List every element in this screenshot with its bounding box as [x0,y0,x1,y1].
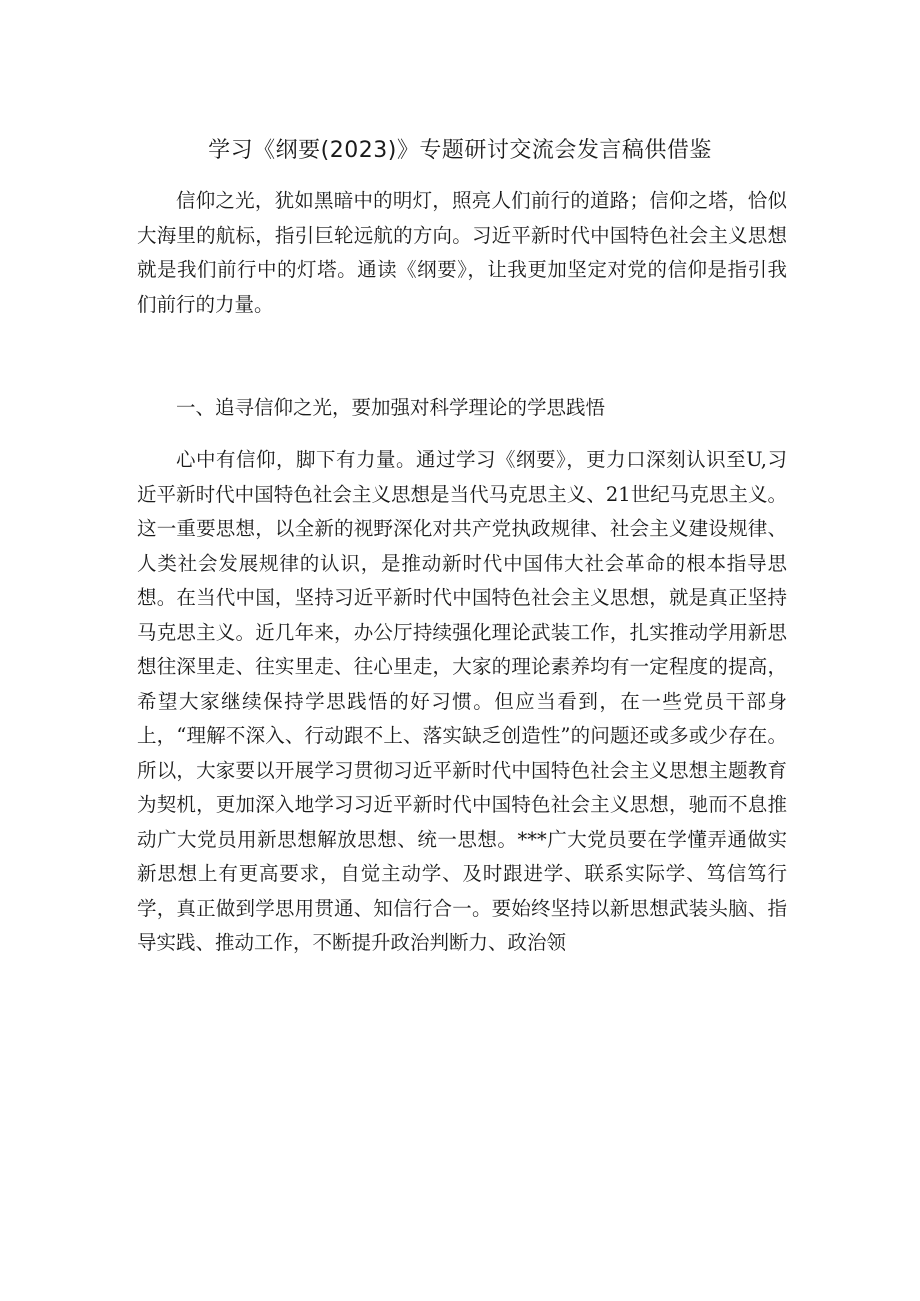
section-heading: 一、追寻信仰之光，要加强对科学理论的学思践悟 [176,396,606,419]
section-paragraph: 心中有信仰，脚下有力量。通过学习《纲要》，更力口深刻认识至U,习近平新时代中国特色社会主义思想是当代马克思主义、21世纪马克思主义。这一重要思想，以全新的视野深化对共产党执政规律、社会主义建设规律、人类社会发展规律的认识，是推动新时代中国伟大社会革命的根本指导思想。在当代中国，坚持习近平新时代中国特色社会主义思想，就是真正坚持马克思主义。近几年来，办公厅持续强化理论武装工作，扎实推动学用新思想往深里走、往实里走、往心里走，大家的理论素养均有一定程度的提高，希望大家继续保持学思践悟的好习惯。但应当看到，在一些党员干部身上，“理解不深入、行动跟不上、落实缺乏创造性”的问题还或多或少存在。所以，大家要以开展学习贯彻习近平新时代中国特色社会主义思想主题教育为契机，更加深入地学习习近平新时代中国特色社会主义思想，驰而不息推动广大党员用新思想解放思想、统一思想。***广大党员要在学懂弄通做实新思想上有更高要求，自觉主动学、及时跟进学、联系实际学、笃信笃行学，真正做到学思用贯通、知信行合一。要始终坚持以新思想武装头脑、指导实践、推动工作，不断提升政治判断力、政治领 [137,448,787,954]
intro-paragraph: 信仰之光，犹如黑暗中的明灯，照亮人们前行的道路；信仰之塔，恰似大海里的航标，指引巨轮远航的方向。习近平新时代中国特色社会主义思想就是我们前行中的灯塔。通读《纲要》，让我更加坚定对党的信仰是指引我们前行的力量。 [137,189,787,316]
document-title: 学习《纲要(2023)》专题研讨交流会发言稿供借鉴 [208,138,712,163]
